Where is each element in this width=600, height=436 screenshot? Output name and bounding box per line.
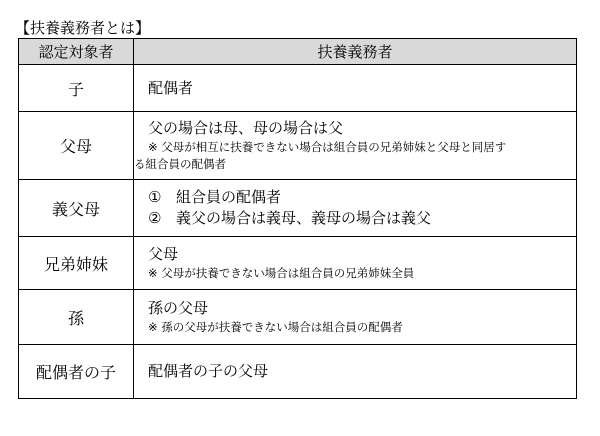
obligor-cell (134, 180, 577, 237)
table-row (19, 180, 577, 237)
obligor-note: ※ 父母が扶養できない場合は組合員の兄弟姉妹全員 (148, 266, 415, 280)
obligor-cell (134, 290, 577, 345)
table-row (19, 237, 577, 290)
obligor-text: 配偶者 (148, 78, 194, 97)
table-row (19, 112, 577, 180)
target-cell: 配偶者の子 (19, 345, 134, 399)
note-line: ※ 父母が相互に扶養できない場合は組合員の兄弟姉妹と父母と同居す (148, 140, 507, 154)
obligor-note (134, 139, 576, 173)
obligor-text: 父母 (148, 245, 179, 263)
dependents-table (18, 38, 577, 399)
target-cell: 子 (19, 65, 134, 112)
page-title: 【扶養義務者とは】 (15, 19, 151, 37)
note-line: る組合員の配偶者 (134, 157, 226, 171)
item-number: ① (148, 188, 162, 206)
header-obligor: 扶養義務者 (134, 39, 577, 65)
obligor-text: 配偶者の子の父母 (148, 362, 269, 380)
obligor-item (134, 187, 576, 208)
target-cell: 父母 (19, 112, 134, 180)
item-text: 組合員の配偶者 (176, 188, 282, 206)
obligor-note: ※ 孫の父母が扶養できない場合は組合員の配偶者 (148, 320, 403, 334)
obligor-cell (134, 65, 577, 112)
obligor-text: 孫の父母 (148, 299, 209, 317)
target-cell: 兄弟姉妹 (19, 237, 134, 290)
obligor-item (134, 208, 576, 229)
header-row (19, 39, 577, 65)
table-row (19, 345, 577, 399)
obligor-cell (134, 237, 577, 290)
obligor-text: 父の場合は母、母の場合は父 (148, 119, 344, 137)
target-cell: 孫 (19, 290, 134, 345)
table-row (19, 65, 577, 112)
item-number: ② (148, 209, 162, 227)
header-target: 認定対象者 (19, 39, 134, 65)
obligor-cell (134, 345, 577, 399)
table-row (19, 290, 577, 345)
obligor-cell (134, 112, 577, 180)
target-cell: 義父母 (19, 180, 134, 237)
item-text: 義父の場合は義母、義母の場合は義父 (176, 209, 432, 227)
